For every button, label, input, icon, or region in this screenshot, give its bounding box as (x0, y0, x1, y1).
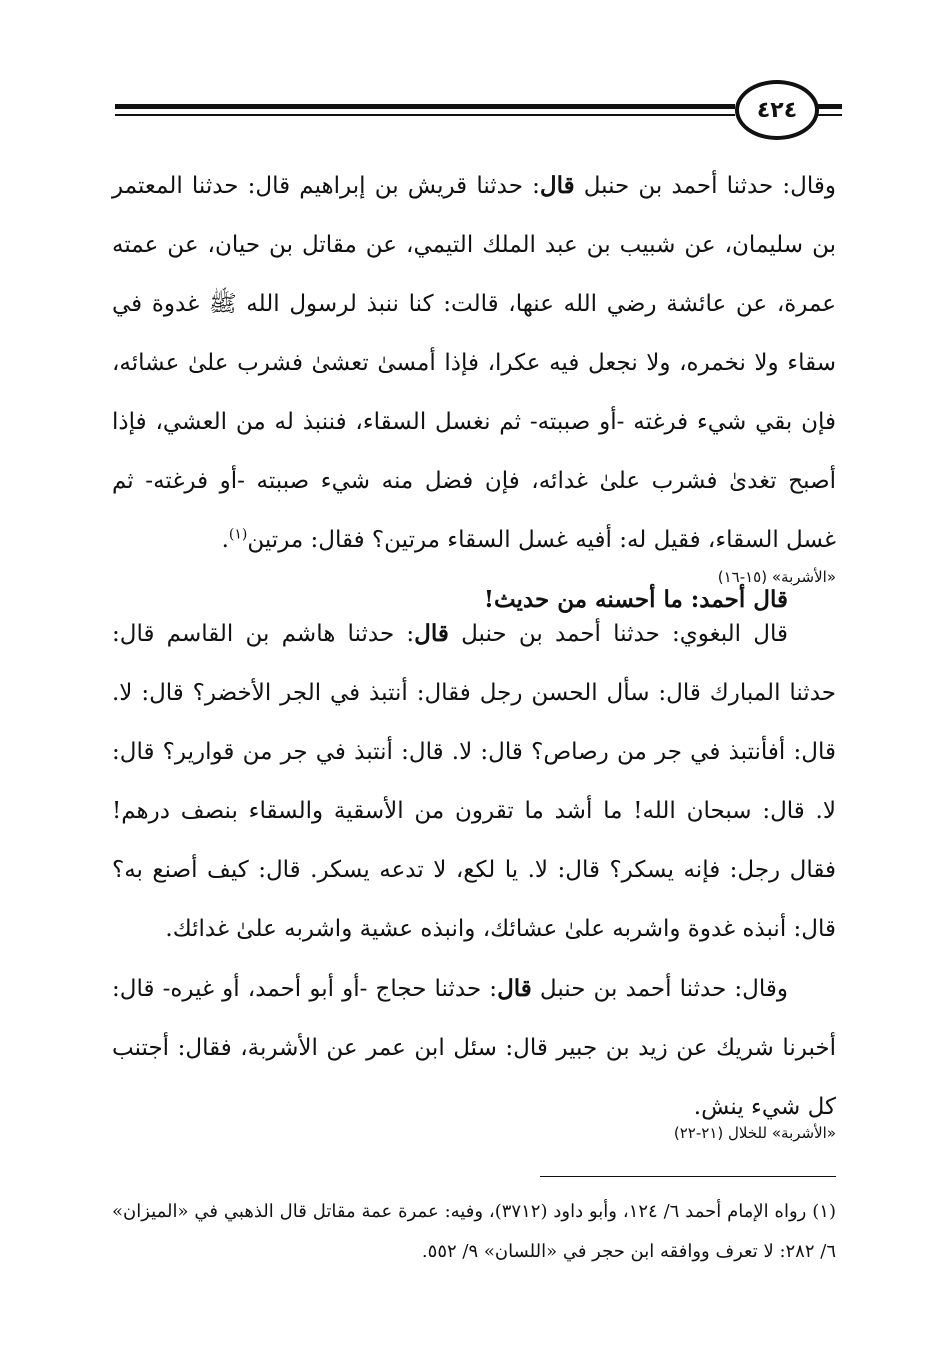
header-rule (115, 104, 735, 109)
footnote: (١) رواه الإمام أحمد ٦/ ١٢٤، وأبو داود (٣٧١٢)، وفيه: عمرة عمة مقاتل قال الذهبي في «الميزان» ٦/ ٢٨٢: لا تعرف ووافقه ابن حجر في «اللسان» ٩/ ٥٥٢. (112, 1201, 836, 1262)
footnote-separator (540, 1176, 836, 1177)
paragraph-text: : حدثنا قريش بن إبراهيم قال: حدثنا المعتمر بن سليمان، عن شبيب بن عبد الملك التيمي، عن مقاتل بن حيان، عن عمته عمرة، عن عائشة رضي الله عنها، قالت: كنا ننبذ لرسول الله ﷺ غدوة في سقاء ولا نخمره، ولا نجعل فيه عكرا، فإذا أمسىٰ تعشىٰ فشرب علىٰ عشائه، فإن بقي شيء فرغته -أو صببته- ثم نغسل السقاء، فننبذ له من العشي، فإذا أصبح تغدىٰ فشرب علىٰ غدائه، فإن فضل منه شيء صببته -أو فرغته- ثم غسل السقاء، فقيل له: أفيه غسل السقاء مرتين؟ فقال: مرتين (112, 173, 836, 553)
header-rule-thin (115, 114, 735, 116)
bold-word: قال (539, 172, 575, 199)
paragraph-text: قال البغوي: حدثنا أحمد بن حنبل (448, 621, 788, 647)
paragraph-ahmad-comment: قال أحمد: ما أحسنه من حديث! (483, 586, 788, 613)
bold-word: قال (414, 620, 449, 647)
source-citation-2: «الأشربة» للخلال (٢١-٢٢) (673, 1124, 836, 1142)
text-block-2 (112, 604, 836, 1137)
paragraph-baghawi (112, 604, 836, 959)
paragraph-text: : حدثنا حجاج -أو أبو أحمد، أو غيره- قال: أخبرنا شريك عن زيد بن جبير قال: سئل ابن عمر عن الأشربة، فقال: أجتنب كل شيء ينش. (112, 976, 836, 1120)
paragraph-ibn-umar (112, 959, 836, 1137)
paragraph-text: . (221, 527, 229, 553)
bold-word: قال (497, 975, 532, 1002)
page-header (0, 78, 937, 148)
paragraph-text: : حدثنا هاشم بن القاسم قال: حدثنا المبارك قال: سأل الحسن رجل فقال: أنتبذ في الجر الأخضر؟ قال: لا. قال: أفأنتبذ في جر من رصاص؟ قال: لا. قال: أنتبذ في جر من قوارير؟ قال: لا. قال: سبحان الله! ما أشد ما تقرون من الأسقية والسقاء بنصف درهم! فقال رجل: فإنه يسكر؟ قال: لا. يا لكع، لا تدعه يسكر. قال: كيف أصنع به؟ قال: أنبذه غدوة واشربه علىٰ عشائك، وانبذه عشية واشربه علىٰ غدائك. (112, 621, 836, 942)
paragraph-text: وقال: حدثنا أحمد بن حنبل (531, 976, 788, 1002)
paragraph-hadith-aisha (112, 156, 836, 570)
text-block-1 (112, 156, 836, 629)
paragraph-text: وقال: حدثنا أحمد بن حنبل (574, 173, 836, 199)
source-citation: «الأشربة» (١٥-١٦) (717, 568, 836, 586)
page-number: ٤٢٤ (735, 80, 819, 140)
footnote-reference: (١) (228, 526, 248, 543)
